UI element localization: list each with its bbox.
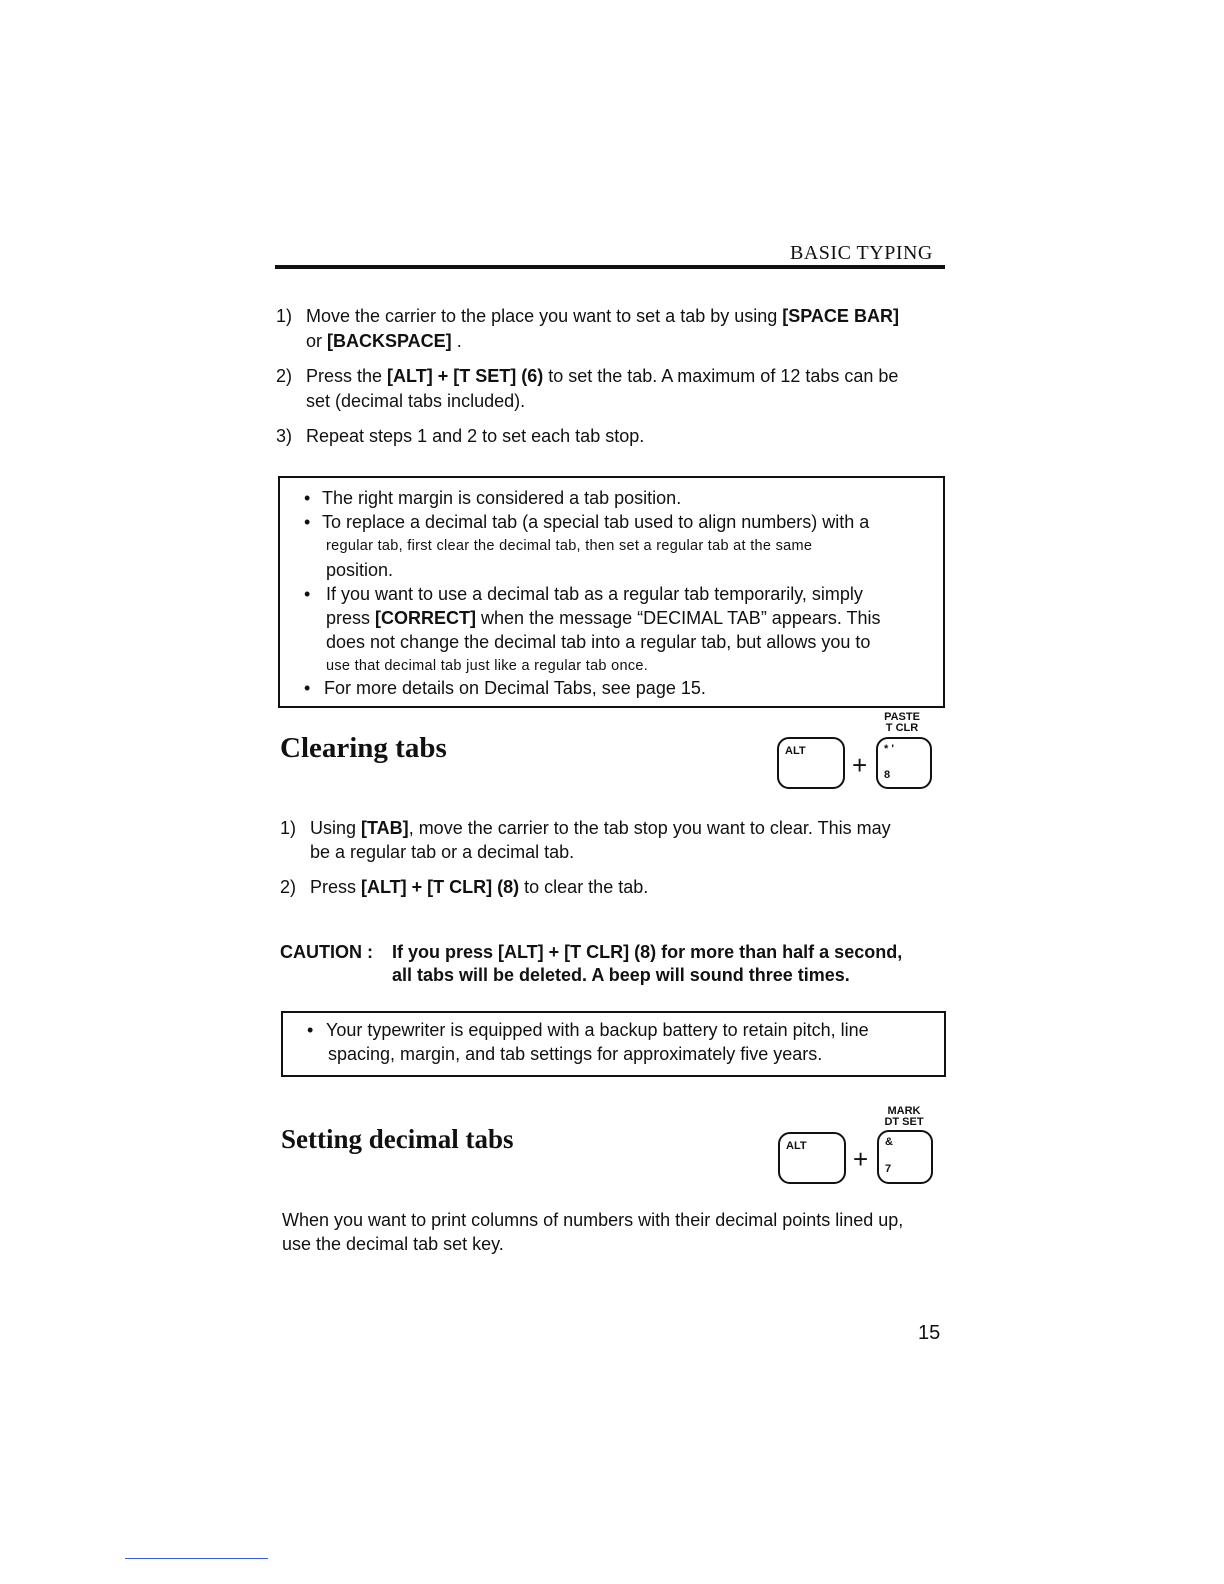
- plus-sign: +: [853, 1144, 869, 1174]
- step-text-cont: set (decimal tabs included).: [306, 391, 526, 411]
- caution-line-1: If you press [ALT] + [T CLR] (8) for more than half a second,: [392, 942, 903, 962]
- set-step-2: [276, 364, 946, 414]
- set-step-1: [276, 304, 946, 354]
- caution-line-2: all tabs will be deleted. A beep will sound three times.: [392, 965, 850, 985]
- battery-note-box: • Your typewriter is equipped with a backup battery to retain pitch, line spacing, margin, and tab settings for approximately five years.: [281, 1011, 946, 1077]
- paste-label: PASTE: [884, 711, 920, 723]
- note-bullet: • If you want to use a decimal tab as a regular tab temporarily, simply press [CORRECT] when the message “DECIMAL TAB” appears. This does not change the decimal tab into a regular tab, but allows you to use that decimal tab just like a regular tab once.: [304, 584, 881, 674]
- clear-step-2: 2) Press [ALT] + [T CLR] (8) to clear the tab.: [280, 877, 649, 897]
- clear-step-1: 1) Using [TAB], move the carrier to the tab stop you want to clear. This may be a regular tab or a decimal tab.: [280, 818, 891, 862]
- mark-label: MARK: [887, 1105, 921, 1117]
- plus-sign: +: [852, 750, 868, 780]
- clearing-tabs-heading: Clearing tabs: [280, 732, 447, 764]
- header-rule: [275, 265, 945, 269]
- note-bullet: • To replace a decimal tab (a special tab used to align numbers) with a regular tab, first clear the decimal tab, then set a regular tab at the same position.: [304, 512, 870, 580]
- step-text: Move the carrier to the place you want to set a tab by using [SPACE BAR]: [306, 306, 899, 326]
- bottom-underline: [125, 1558, 268, 1559]
- step-number: 2): [276, 366, 293, 386]
- step-number: 3): [276, 426, 293, 446]
- decimal-body-line-1: When you want to print columns of numbers with their decimal points lined up,: [282, 1210, 904, 1230]
- dtset-label: DT SET: [884, 1116, 924, 1128]
- tclr-key-icon: * ' 8: [876, 737, 932, 789]
- decimal-body-line-2: use the decimal tab set key.: [282, 1234, 504, 1254]
- alt-key-icon: ALT: [777, 737, 845, 789]
- set-step-3: [276, 424, 946, 450]
- step-number: 1): [276, 306, 293, 326]
- step-text-cont: or [BACKSPACE] .: [306, 331, 462, 351]
- decimal-tabs-heading: Setting decimal tabs: [281, 1124, 514, 1154]
- caution-label: CAUTION :: [280, 942, 373, 962]
- note-box: • The right margin is considered a tab position. • To replace a decimal tab (a special tab used to align numbers) with a regular tab, first clear the decimal tab, then set a regular tab at the same position. • If you want to use a decimal tab as a regular tab temporarily, simply press [CORRECT] when the message “DECIMAL TAB” appears. This does not change the decimal tab into a regular tab, but allows you to use that decimal tab just like a regular tab once. • For more details on Decimal Tabs, see page 15.: [278, 476, 945, 708]
- section-header: BASIC TYPING: [790, 242, 933, 264]
- page-number: 15: [918, 1322, 941, 1344]
- tclr-label: T CLR: [885, 722, 919, 734]
- alt-key-icon: ALT: [778, 1132, 846, 1184]
- step-text: Press the [ALT] + [T SET] (6) to set the tab. A maximum of 12 tabs can be: [306, 366, 899, 386]
- step-text: Repeat steps 1 and 2 to set each tab stop.: [306, 426, 645, 446]
- dtset-key-icon: & 7: [877, 1130, 933, 1184]
